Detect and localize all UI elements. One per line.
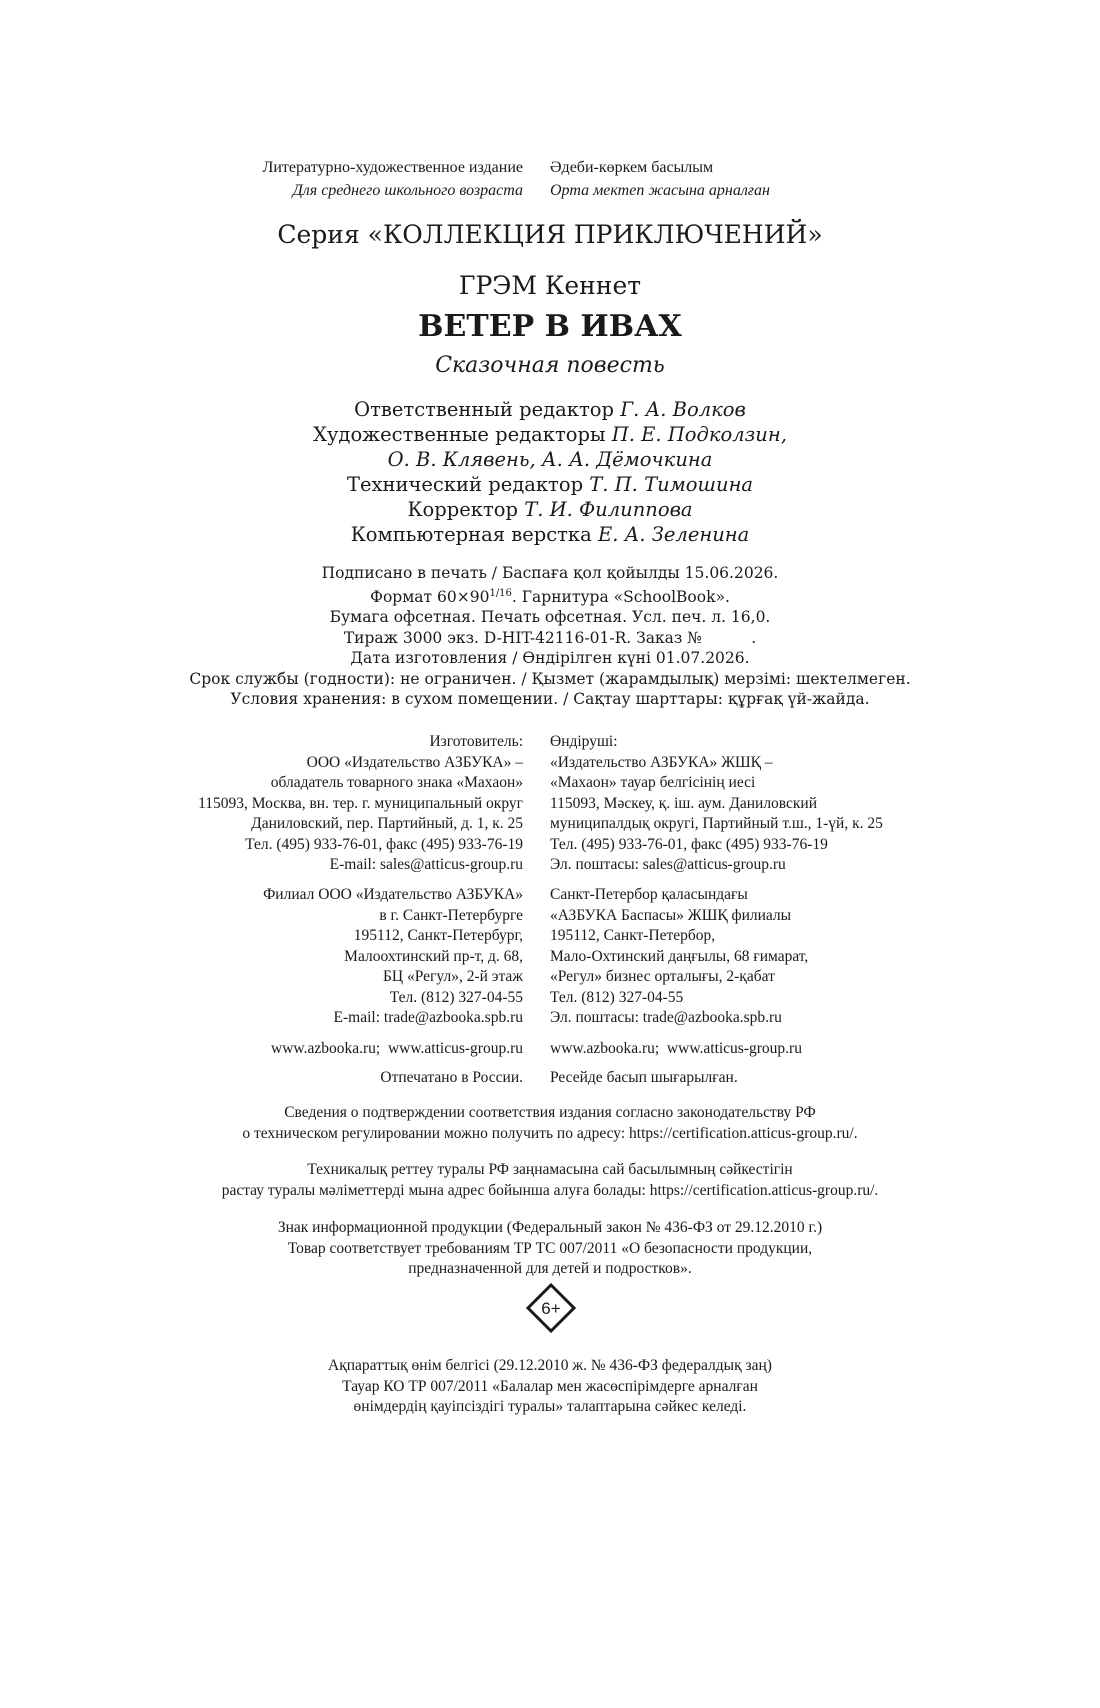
address-line: Өндіруші: xyxy=(550,733,618,750)
address-line: Мало-Охтинский даңғылы, 68 ғимарат, xyxy=(550,947,809,965)
age-rating-text: 6+ xyxy=(541,1299,561,1318)
email-line: Эл. поштасы: trade@azbooka.spb.ru xyxy=(550,1009,782,1026)
credit-name-continued: О. В. Клявень, А. А. Дёмочкина xyxy=(387,448,713,471)
credit-role: Ответственный редактор xyxy=(354,398,614,421)
credit-role: Компьютерная верстка xyxy=(350,523,592,546)
format-fraction: 1/16 xyxy=(489,587,512,599)
address-line: Тел. (495) 933-76-01, факс (495) 933-76-19 xyxy=(245,835,523,853)
websites-ru: www.azbooka.ru; www.atticus-group.ru xyxy=(271,1040,523,1057)
address-line: обладатель товарного знака «Махаон» xyxy=(270,774,523,791)
certification-line: Техникалық реттеу туралы РФ заңнамасына сай басылымның сәйкестігін xyxy=(307,1161,793,1178)
author-name: ГРЭМ Кеннет xyxy=(458,271,642,300)
age-group-kz: Орта мектеп жасына арналған xyxy=(550,182,770,199)
address-line: «АЗБУКА Баспасы» ЖШҚ филиалы xyxy=(550,906,792,924)
address-line: 115093, Мәскеу, қ. іш. аум. Даниловский xyxy=(550,794,818,812)
address-line: 195112, Санкт-Петербург, xyxy=(353,927,523,944)
address-line: Тел. (495) 933-76-01, факс (495) 933-76-19 xyxy=(550,835,828,853)
info-product-ru xyxy=(0,1218,1100,1280)
printed-in-ru: Отпечатано в России. xyxy=(380,1069,523,1086)
info-product-kz xyxy=(0,1356,1100,1418)
series-title: Серия «КОЛЛЕКЦИЯ ПРИКЛЮЧЕНИЙ» xyxy=(277,220,823,249)
imprint-block xyxy=(0,563,1100,710)
credit-line xyxy=(0,522,1100,547)
printed-in-row xyxy=(0,1068,1100,1089)
credit-line xyxy=(0,397,1100,422)
imprint-line: Срок службы (годности): не ограничен. / Қызмет (жарамдылық) мерзімі: шектелмеген. xyxy=(189,669,911,688)
address-line: Санкт-Петербор қаласындағы xyxy=(550,886,748,903)
address-line: «Махаон» тауар белгісінің иесі xyxy=(550,774,756,791)
address-line: Филиал ООО «Издательство АЗБУКА» xyxy=(263,886,523,903)
address-line: Тел. (812) 327-04-55 xyxy=(389,988,523,1006)
printed-in-kz: Ресейде басып шығарылған. xyxy=(550,1069,738,1086)
info-line: Товар соответствует требованиям ТР ТС 007/2011 «О безопасности продукции, xyxy=(287,1239,813,1257)
email-line: E-mail: trade@azbooka.spb.ru xyxy=(333,1009,523,1026)
address-line: Тел. (812) 327-04-55 xyxy=(550,988,684,1006)
address-line: муниципалдық округі, Партийный т.ш., 1-үй, к. 25 xyxy=(550,815,883,832)
credit-line xyxy=(0,497,1100,522)
imprint-line: Подписано в печать / Баспаға қол қойылды 15.06.2026. xyxy=(321,564,779,582)
certification-line: растау туралы мәліметтерді мына адрес бойынша алуға болады: https://certification.atticus-group.ru/. xyxy=(221,1181,879,1199)
websites-kz: www.azbooka.ru; www.atticus-group.ru xyxy=(550,1040,802,1057)
email-line: E-mail: sales@atticus-group.ru xyxy=(329,856,523,873)
book-subtitle: Сказочная повесть xyxy=(435,353,665,378)
address-line: Даниловский, пер. Партийный, д. 1, к. 25 xyxy=(251,815,523,832)
certification-line: Сведения о подтверждении соответствия издания согласно законодательству РФ xyxy=(284,1104,816,1121)
credit-role: Технический редактор xyxy=(346,473,584,496)
branch-block xyxy=(0,885,1100,1029)
info-line: өнімдердің қауіпсіздігі туралы» талаптарына сәйкес келеді. xyxy=(353,1398,747,1415)
edition-header xyxy=(0,156,1100,202)
imprint-line: Бумага офсетная. Печать офсетная. Усл. печ. л. 16,0. xyxy=(329,608,771,627)
info-line: Тауар КО ТР 007/2011 «Балалар мен жасөспірімдерге арналған xyxy=(342,1377,758,1395)
credit-name: Т. П. Тимошина xyxy=(589,473,754,496)
credits-block xyxy=(0,397,1100,547)
edition-type-ru: Литературно-художественное издание xyxy=(262,159,523,176)
branch-ru xyxy=(0,885,548,1029)
credit-name: Г. А. Волков xyxy=(620,398,746,421)
age-rating-badge xyxy=(526,1283,576,1333)
edition-type-kz: Әдеби-көркем басылым xyxy=(550,159,714,176)
branch-kz xyxy=(548,885,1100,1029)
address-line: в г. Санкт-Петербурге xyxy=(379,906,523,924)
credit-line xyxy=(0,472,1100,497)
credit-name: Е. А. Зеленина xyxy=(597,523,750,546)
info-line: Ақпараттық өнім белгісі (29.12.2010 ж. № 436-ФЗ федералдық заң) xyxy=(328,1357,772,1374)
address-line: Малоохтинский пр-т, д. 68, xyxy=(344,947,523,965)
manufacturer-block xyxy=(0,732,1100,876)
websites-row xyxy=(0,1039,1100,1060)
credit-line xyxy=(0,422,1100,447)
credit-name: Т. И. Филиппова xyxy=(524,498,693,521)
typeface-text: . Гарнитура «SchoolBook». xyxy=(511,587,730,606)
info-line: Знак информационной продукции (Федеральный закон № 436-ФЗ от 29.12.2010 г.) xyxy=(277,1219,823,1236)
format-text: Формат 60×90 xyxy=(370,587,490,606)
info-line: предназначенной для детей и подростков». xyxy=(408,1260,692,1277)
imprint-line: Тираж 3000 экз. D-HIT-42116-01-R. Заказ № . xyxy=(343,628,757,647)
edition-header-kz xyxy=(548,156,1100,202)
age-group-ru: Для среднего школьного возраста xyxy=(292,182,523,199)
address-line: 115093, Москва, вн. тер. г. муниципальный округ xyxy=(198,794,523,812)
certification-kz xyxy=(0,1160,1100,1201)
credit-role: Корректор xyxy=(407,498,518,521)
address-line: «Издательство АЗБУКА» ЖШҚ – xyxy=(550,753,773,771)
imprint-line: Дата изготовления / Өндірілген күні 01.07.2026. xyxy=(350,649,750,668)
imprint-line: Условия хранения: в сухом помещении. / Сақтау шарттары: құрғақ үй-жайда. xyxy=(230,690,870,709)
address-line: БЦ «Регул», 2-й этаж xyxy=(383,968,523,985)
book-title: ВЕТЕР В ИВАХ xyxy=(418,309,682,344)
edition-header-ru xyxy=(0,156,548,202)
address-line: ООО «Издательство АЗБУКА» – xyxy=(306,753,523,771)
credit-name: П. Е. Подколзин, xyxy=(611,423,787,446)
certification-ru xyxy=(0,1103,1100,1144)
manufacturer-kz xyxy=(548,732,1100,876)
email-line: Эл. поштасы: sales@atticus-group.ru xyxy=(550,856,786,873)
address-line: Изготовитель: xyxy=(429,733,523,750)
certification-line: о техническом регулировании можно получить по адресу: https://certification.atticus-group.ru/. xyxy=(242,1124,858,1142)
manufacturer-ru xyxy=(0,732,548,876)
credit-role: Художественные редакторы xyxy=(313,423,606,446)
address-line: 195112, Санкт-Петербор, xyxy=(550,927,716,944)
address-line: «Регул» бизнес орталығы, 2-қабат xyxy=(550,968,775,985)
imprint-line xyxy=(0,584,1100,608)
